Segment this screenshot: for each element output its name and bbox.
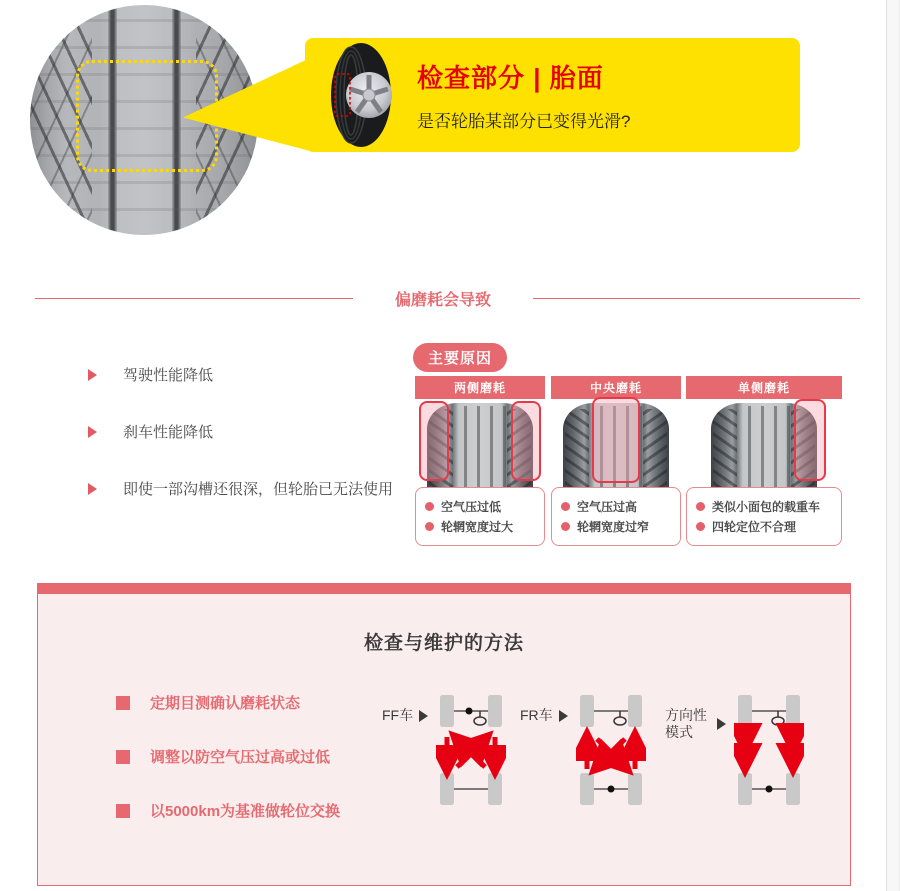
section-divider (35, 288, 860, 308)
list-item (88, 421, 393, 442)
square-bullet-icon (116, 804, 130, 818)
cause-box (415, 487, 545, 546)
wear-effects-list (88, 364, 393, 535)
rotation-diagram-fr (520, 695, 646, 810)
square-bullet-icon (116, 696, 130, 710)
tire-wear-graphic-center (551, 401, 681, 493)
box-top-bar (37, 583, 851, 594)
list-item (425, 498, 535, 515)
tip-text: 以5000km为基准做轮位交换 (150, 803, 341, 820)
fr-rotation-icon (576, 695, 646, 810)
maintenance-section (37, 583, 851, 886)
maintenance-title: 检查与维护的方法 (363, 633, 524, 654)
effect-text: 刹车性能降低 (123, 424, 214, 441)
directional-rotation-icon (734, 695, 804, 810)
dot-bullet-icon (561, 522, 570, 531)
rotation-diagram-ff (382, 695, 506, 810)
diagram-label: FR车 (520, 707, 553, 723)
pointer-triangle-icon (559, 710, 568, 722)
column-header: 单侧磨耗 (686, 376, 842, 399)
tip-text: 调整以防空气压过高或过低 (150, 749, 331, 766)
dot-bullet-icon (561, 502, 570, 511)
diagram-label: 方向性模式 (665, 707, 707, 740)
dot-bullet-icon (425, 522, 434, 531)
rotation-diagram-directional (665, 695, 804, 810)
list-item (116, 692, 340, 713)
diagram-label: FF车 (382, 707, 414, 723)
list-item (425, 518, 535, 535)
cause-box (551, 487, 681, 546)
cause-text: 轮辋宽度过窄 (577, 520, 650, 534)
triangle-bullet-icon (88, 483, 97, 495)
column-header: 两侧磨耗 (415, 376, 545, 399)
cause-column-both-sides (415, 376, 545, 546)
triangle-bullet-icon (88, 426, 97, 438)
pointer-triangle-icon (419, 710, 428, 722)
list-item (696, 498, 832, 515)
cause-text: 空气压过低 (441, 500, 502, 514)
divider-line (533, 298, 860, 299)
dot-bullet-icon (425, 502, 434, 511)
tire-wear-graphic-single (686, 401, 842, 493)
cause-box (686, 487, 842, 546)
cause-text: 空气压过高 (577, 500, 638, 514)
list-item (116, 746, 340, 767)
cause-text: 轮辋宽度过大 (441, 520, 514, 534)
maintenance-tips-list (116, 692, 340, 854)
tip-text: 定期目测确认磨耗状态 (150, 695, 301, 712)
divider-line (35, 298, 353, 299)
list-item (88, 478, 393, 499)
ff-rotation-icon (436, 695, 506, 810)
cause-text: 类似小面包的载重车 (712, 500, 821, 514)
scrollbar-track[interactable] (886, 0, 900, 891)
triangle-bullet-icon (88, 369, 97, 381)
effect-text: 即使一部沟槽还很深，但轮胎已无法使用 (123, 481, 394, 498)
cause-column-center (551, 376, 681, 546)
wear-highlight (794, 399, 826, 481)
cause-text: 四轮定位不合理 (712, 520, 797, 534)
list-item (561, 498, 671, 515)
effect-text: 驾驶性能降低 (123, 367, 214, 384)
dot-bullet-icon (696, 522, 705, 531)
list-item (561, 518, 671, 535)
list-item (116, 800, 340, 821)
callout-subtitle: 是否轮胎某部分已变得光滑? (417, 112, 631, 131)
wear-highlight (511, 401, 541, 481)
wear-highlight (419, 401, 449, 481)
column-header: 中央磨耗 (551, 376, 681, 399)
dot-bullet-icon (696, 502, 705, 511)
callout-title: 检查部分 | 胎面 (417, 63, 604, 93)
cause-column-one-side (686, 376, 842, 546)
list-item (696, 518, 832, 535)
wear-highlight (592, 397, 640, 483)
main-causes-badge: 主要原因 (413, 343, 507, 372)
square-bullet-icon (116, 750, 130, 764)
tire-side-icon (329, 42, 393, 148)
divider-title: 偏磨耗会导致 (395, 291, 492, 309)
tire-wear-graphic-both (415, 401, 545, 493)
pointer-triangle-icon (717, 718, 726, 730)
inspection-callout (305, 38, 800, 152)
list-item (88, 364, 393, 385)
